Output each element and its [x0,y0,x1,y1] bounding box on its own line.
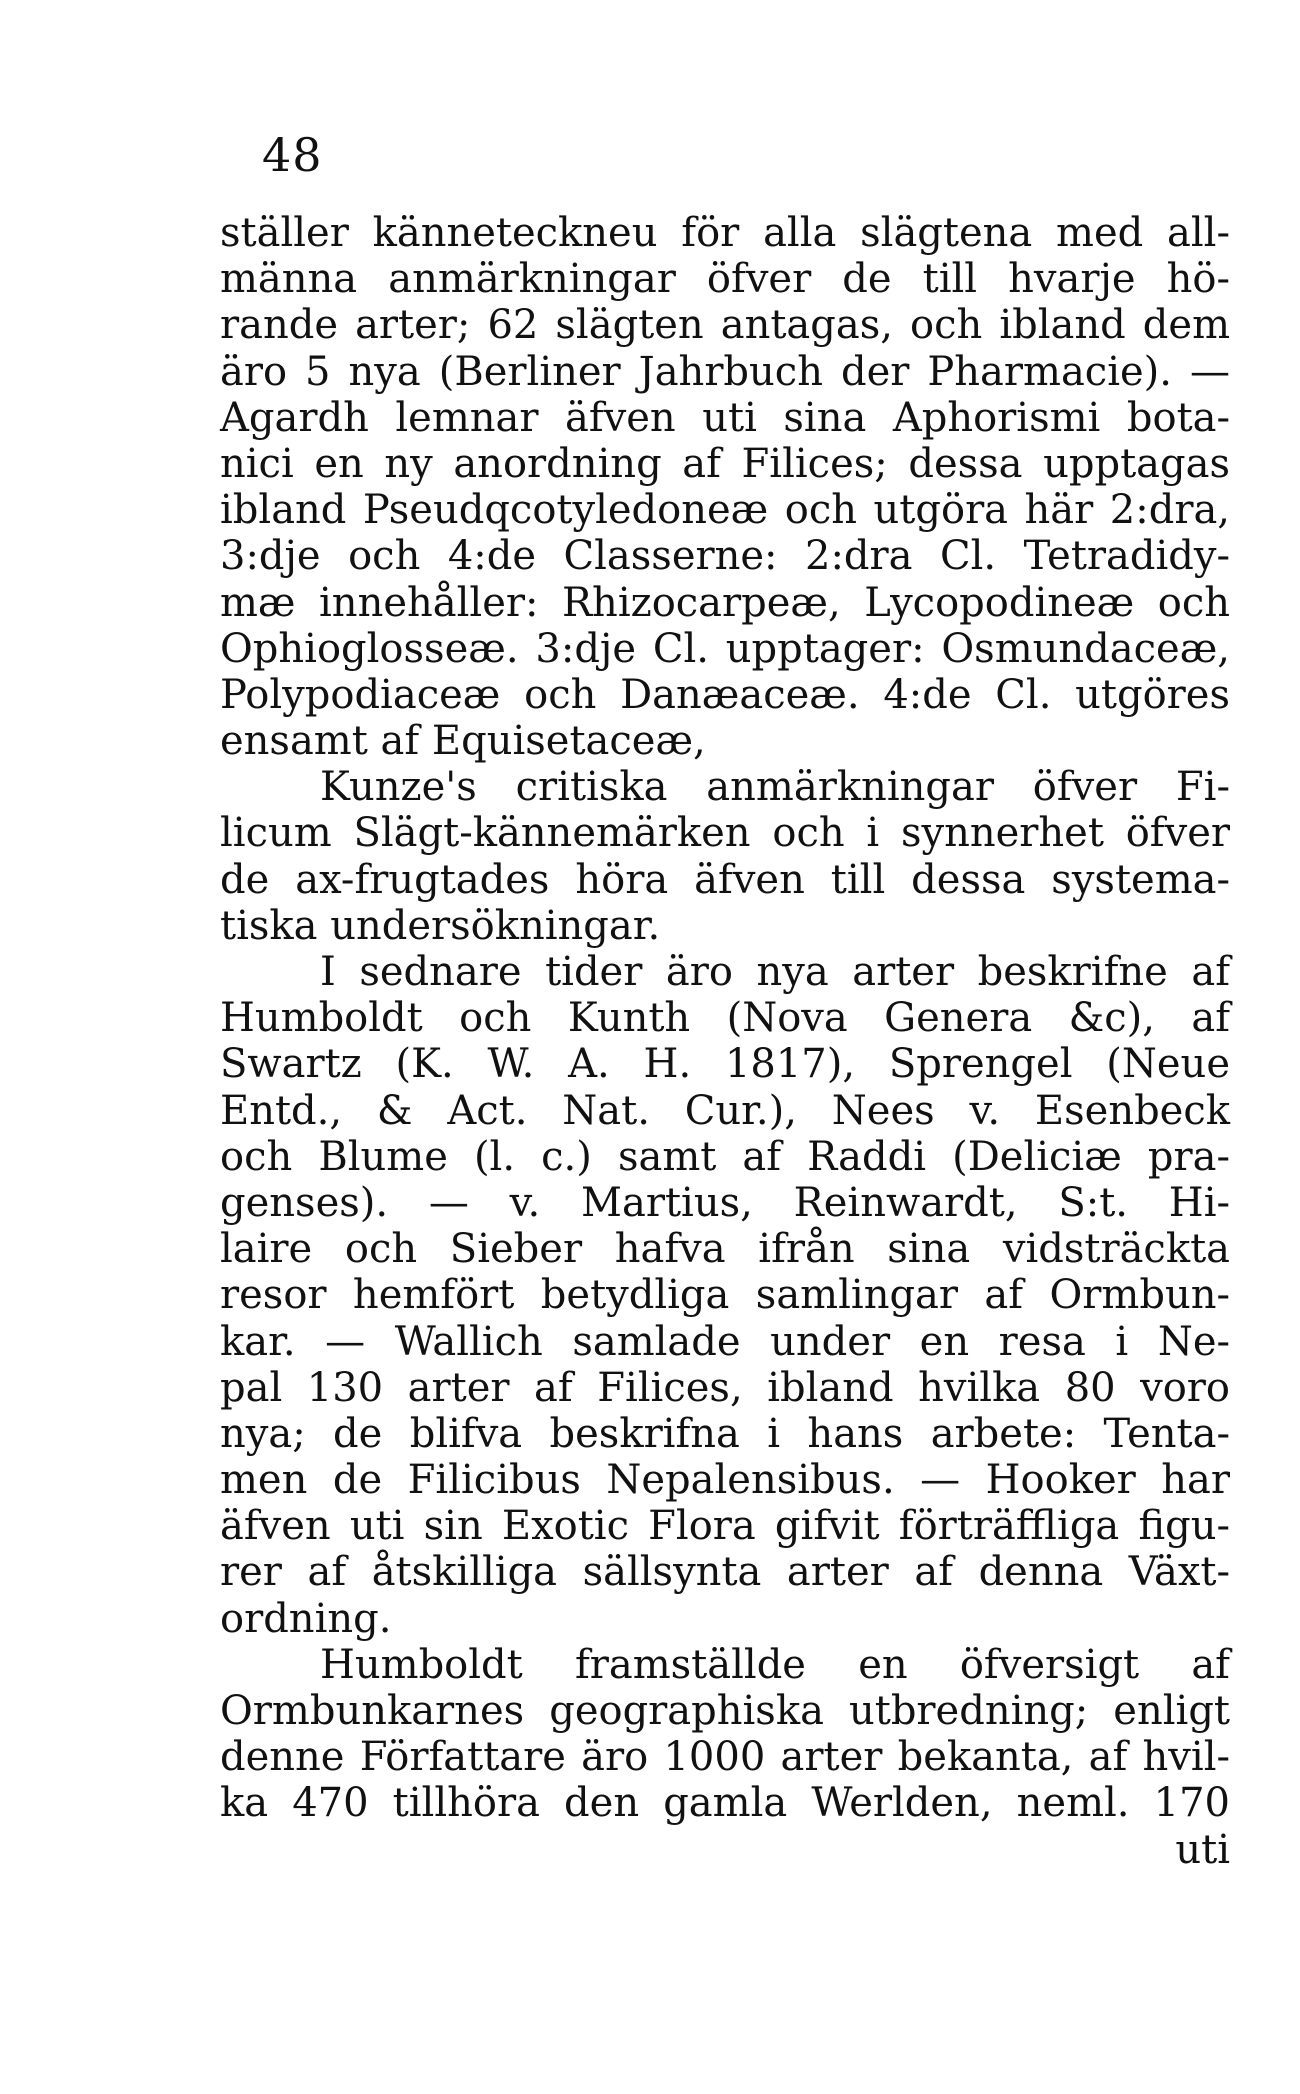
text-line: äfven uti sin Exotic Flora gifvit förträffliga figu- [220,1503,1230,1550]
text-line: kar. — Wallich samlade under en resa i Ne- [220,1318,1230,1365]
text-line: mæ innehåller: Rhizocarpeæ, Lycopodineæ och [220,579,1230,626]
text-line: laire och Sieber hafva ifrån sina vidsträckta [220,1226,1230,1273]
text-line: nici en ny anordning af Filices; dessa upptagas [220,440,1230,487]
text-line: rande arter; 62 slägten antagas, och ibland dem [220,302,1230,349]
text-line: pal 130 arter af Filices, ibland hvilka 80 voro [220,1364,1230,1411]
text-line: och Blume (l. c.) samt af Raddi (Deliciæ pra- [220,1133,1230,1180]
text-line: äro 5 nya (Berliner Jahrbuch der Pharmacie). — [220,348,1230,395]
text-line: ställer känneteckneu för alla slägtena med all- [220,210,1230,256]
text-line: Humboldt framställde en öfversigt af [320,1641,1230,1688]
text-line: ibland Pseudqcotyledoneæ och utgöra här 2:dra, [220,487,1230,534]
text-line: Polypodiaceæ och Danæaceæ. 4:de Cl. utgöres [220,671,1230,718]
catchword: uti [1175,1826,1230,1873]
text-line: ka 470 tillhöra den gamla Werlden, neml. 170 [220,1780,1230,1827]
text-line: de ax-frugtades höra äfven till dessa systema- [220,856,1230,903]
text-line: Ophioglosseæ. 3:dje Cl. upptager: Osmundaceæ, [220,625,1230,672]
body-text [220,210,1230,1873]
text-line: genses). — v. Martius, Reinwardt, S:t. Hi- [220,1179,1230,1226]
text-line: licum Slägt-kännemärken och i synnerhet öfver [220,810,1230,857]
text-line: Ormbunkarnes geographiska utbredning; enligt [220,1688,1230,1734]
text-line: Agardh lemnar äfven uti sina Aphorismi bota- [220,394,1230,441]
text-line: resor hemfört betydliga samlingar af Ormbun- [220,1272,1230,1319]
text-line: denne Författare äro 1000 arter bekanta, af hvil- [220,1734,1230,1781]
text-line: ordning. [220,1595,392,1642]
text-line: 3:dje och 4:de Classerne: 2:dra Cl. Tetradidy- [220,533,1230,580]
text-line: Swartz (K. W. A. H. 1817), Sprengel (Neue [220,1041,1230,1088]
text-line: männa anmärkningar öfver de till hvarje hö- [220,256,1230,303]
text-line: I sednare tider äro nya arter beskrifne af [320,949,1230,995]
text-line: nya; de blifva beskrifna i hans arbete: Tenta- [220,1410,1230,1457]
text-line: ensamt af Equisetaceæ, [220,718,706,765]
text-line: Humboldt och Kunth (Nova Genera &c), af [220,995,1230,1042]
text-line: rer af åtskilliga sällsynta arter af denna Växt- [220,1549,1230,1596]
text-line: Kunze's critiska anmärkningar öfver Fi- [320,764,1230,811]
text-line: Entd., & Act. Nat. Cur.), Nees v. Esenbeck [220,1087,1230,1134]
text-line: men de Filicibus Nepalensibus. — Hooker har [220,1457,1230,1504]
page-number: 48 [262,128,323,182]
text-line: tiska undersökningar. [220,902,661,949]
